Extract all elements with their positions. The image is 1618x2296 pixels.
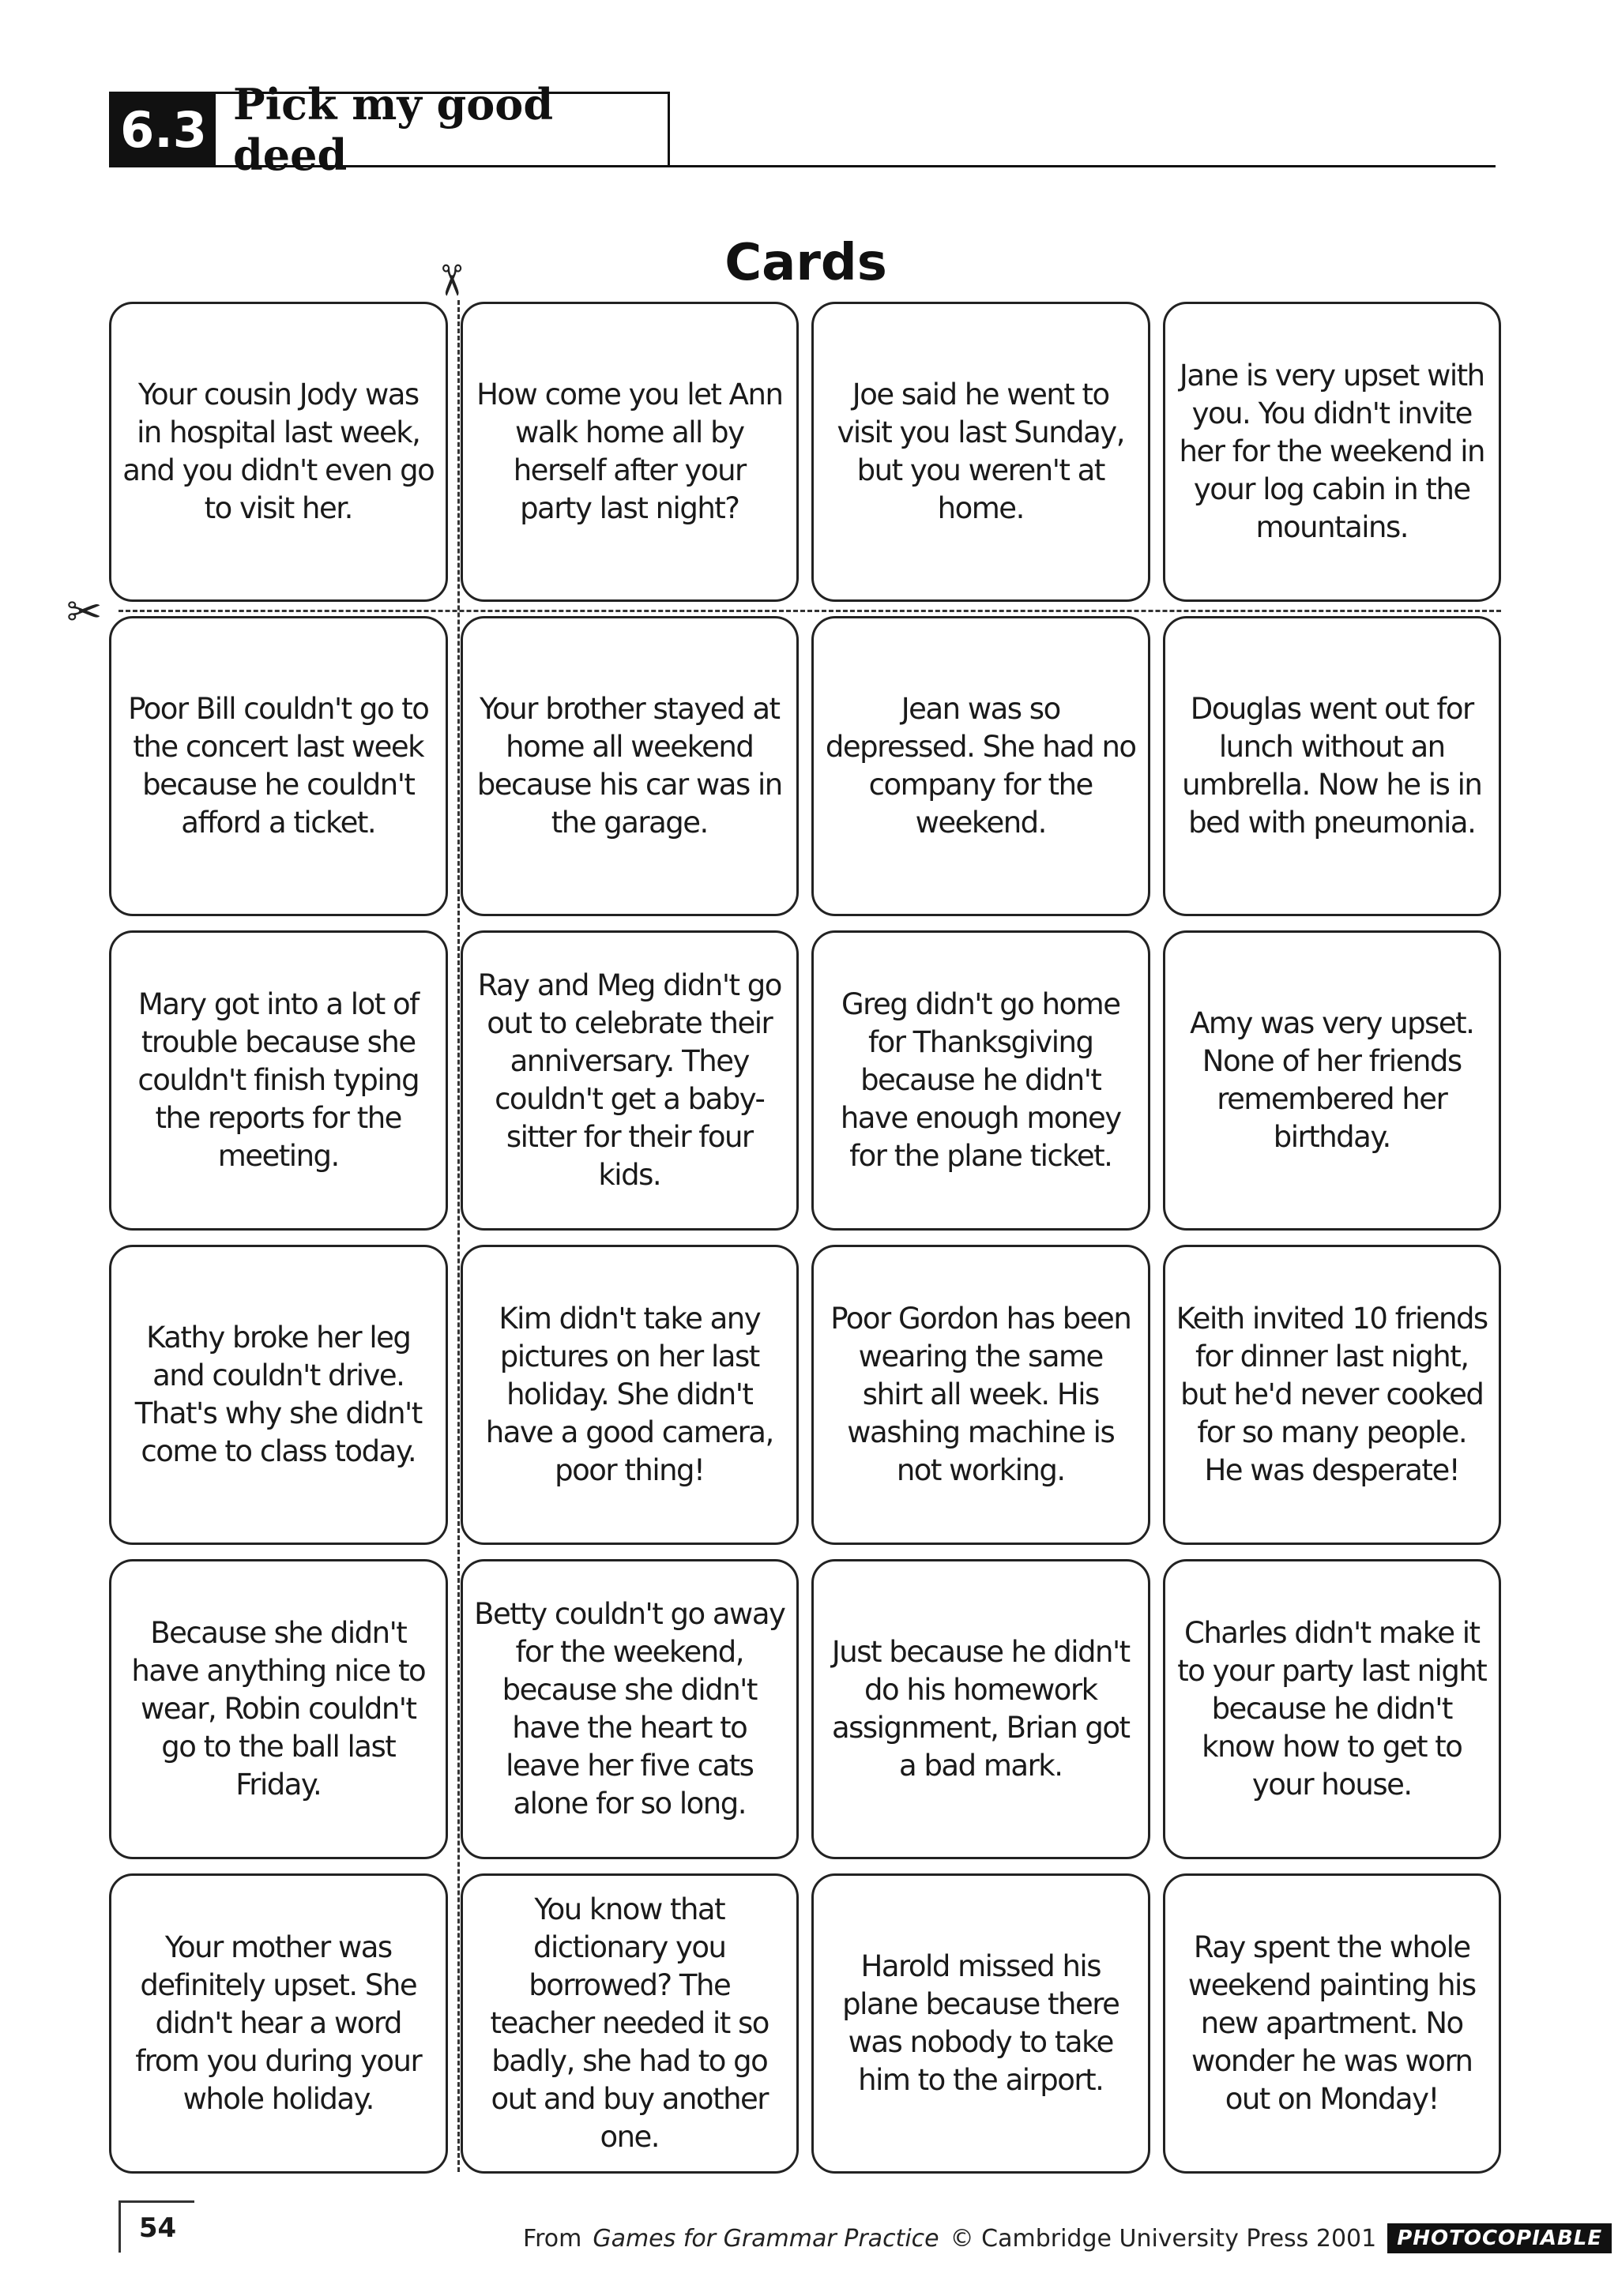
card-text: Ray spent the whole weekend painting his new apartment. No wonder he was worn out on Monday! bbox=[1187, 1930, 1476, 2117]
card-text: Douglas went out for lunch without an umbrella. Now he is in bed with pneumonia. bbox=[1182, 691, 1482, 840]
card-text: How come you let Ann walk home all by herself after your party last night? bbox=[476, 377, 783, 526]
card bbox=[461, 1559, 800, 1859]
card bbox=[461, 930, 800, 1231]
card bbox=[109, 1559, 448, 1859]
card bbox=[1163, 1559, 1502, 1859]
card-text: Betty couldn't go away for the weekend, because she didn't have the heart to leave her five cats alone for so long. bbox=[474, 1596, 785, 1821]
card-text: Your cousin Jody was in hospital last week, and you didn't even go to visit her. bbox=[122, 377, 435, 526]
card-text: Ray and Meg didn't go out to celebrate their anniversary. They couldn't get a baby-sitter for their four kids. bbox=[477, 968, 781, 1193]
card-text: Jean was so depressed. She had no company for the weekend. bbox=[825, 691, 1136, 840]
card bbox=[811, 1245, 1150, 1545]
card bbox=[109, 302, 448, 602]
card-grid bbox=[109, 302, 1501, 2174]
card bbox=[811, 930, 1150, 1231]
card bbox=[1163, 1245, 1502, 1545]
card bbox=[461, 1873, 800, 2174]
card-text: Mary got into a lot of trouble because she couldn't finish typing the reports for the meeting. bbox=[137, 986, 420, 1174]
card-text: Because she didn't have anything nice to wear, Robin couldn't go to the ball last Friday. bbox=[131, 1615, 426, 1802]
card bbox=[1163, 302, 1502, 602]
unit-header bbox=[109, 79, 670, 180]
card bbox=[1163, 616, 1502, 916]
unit-title: Pick my good deed bbox=[233, 79, 554, 180]
page-number: 54 bbox=[119, 2200, 194, 2253]
cards-heading: Cards bbox=[724, 234, 887, 292]
card-text: Greg didn't go home for Thanksgiving because he didn't have enough money for the plane ticket. bbox=[840, 986, 1121, 1174]
card-text: Harold missed his plane because there was nobody to take him to the airport. bbox=[842, 1948, 1119, 2098]
card-text: Just because he didn't do his homework assignment, Brian got a bad mark. bbox=[831, 1634, 1130, 1783]
card-text: Charles didn't make it to your party last night because he didn't know how to get to your house. bbox=[1177, 1615, 1487, 1802]
card bbox=[109, 1245, 448, 1545]
card-text: Poor Gordon has been wearing the same shirt all week. His washing machine is not working. bbox=[830, 1301, 1131, 1488]
footer-book-title: Games for Grammar Practice bbox=[593, 2224, 939, 2253]
card-text: Your mother was definitely upset. She didn't hear a word from you during your whole holiday. bbox=[135, 1930, 422, 2117]
card bbox=[811, 1559, 1150, 1859]
card-text: Kim didn't take any pictures on her last holiday. She didn't have a good camera, poor thing! bbox=[485, 1301, 773, 1488]
card-text: Jane is very upset with you. You didn't invite her for the weekend in your log cabin in the mountains. bbox=[1179, 358, 1484, 545]
card-text: Kathy broke her leg and couldn't drive. That's why she didn't come to class today. bbox=[134, 1320, 422, 1469]
card bbox=[461, 302, 800, 602]
card bbox=[1163, 1873, 1502, 2174]
card-text: Keith invited 10 friends for dinner last night, but he'd never cooked for so many people. He was desperate! bbox=[1176, 1301, 1488, 1488]
card bbox=[109, 616, 448, 916]
footer-copyright: © Cambridge University Press 2001 bbox=[950, 2224, 1377, 2253]
unit-number: 6.3 bbox=[111, 94, 216, 165]
header-rule bbox=[670, 165, 1496, 167]
photocopiable-badge: PHOTOCOPIABLE bbox=[1387, 2223, 1612, 2253]
footer-source-prefix: From bbox=[523, 2224, 582, 2253]
card bbox=[811, 1873, 1150, 2174]
card bbox=[109, 1873, 448, 2174]
card-text: Your brother stayed at home all weekend because his car was in the garage. bbox=[476, 691, 782, 840]
card-text: Poor Bill couldn't go to the concert last week because he couldn't afford a ticket. bbox=[128, 691, 429, 840]
footer-credit bbox=[523, 2223, 1612, 2253]
scissors-icon: ✂ bbox=[66, 587, 103, 637]
card bbox=[1163, 930, 1502, 1231]
card-text: You know that dictionary you borrowed? The teacher needed it so badly, she had to go out and buy another one. bbox=[490, 1892, 769, 2155]
card-text: Joe said he went to visit you last Sunday, but you weren't at home. bbox=[837, 377, 1124, 526]
card bbox=[811, 616, 1150, 916]
card bbox=[811, 302, 1150, 602]
card bbox=[461, 616, 800, 916]
card-text: Amy was very upset. None of her friends remembered her birthday. bbox=[1190, 1005, 1474, 1155]
card bbox=[461, 1245, 800, 1545]
card bbox=[109, 930, 448, 1231]
scissors-icon: ✂ bbox=[426, 262, 476, 299]
